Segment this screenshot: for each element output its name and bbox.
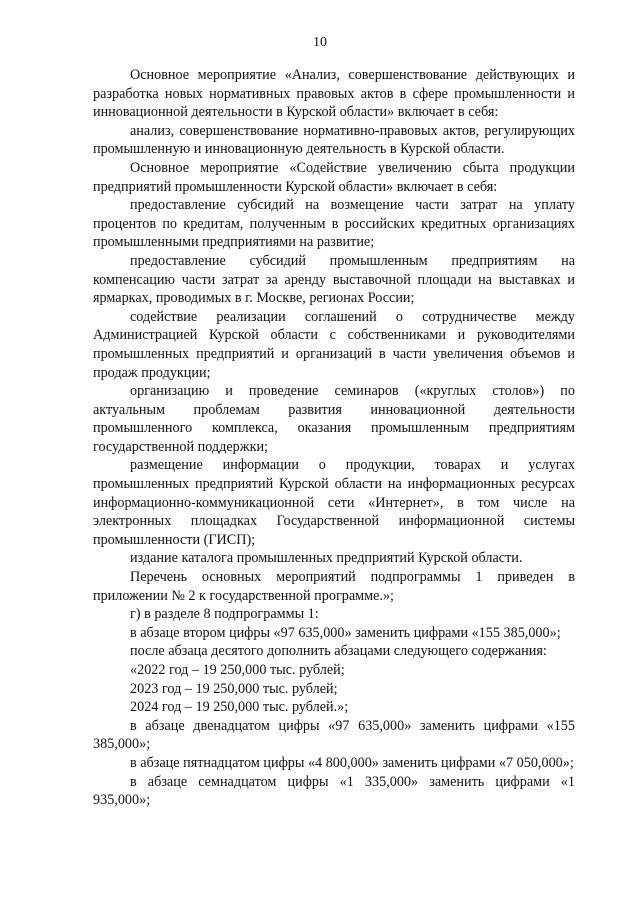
paragraph-16: 2024 год – 19 250,000 тыс. рублей.»;: [130, 699, 349, 716]
paragraph-12: в абзаце втором цифры «97 635,000» заменить цифрами «155 385,000»;: [130, 624, 561, 641]
paragraph-8: размещение информации о продукции, товарах и услугах промышленных предприятий Курской области на информационных ресурсах информационно-коммуникационной сети «Интернет», в том числе на электронных площадках Государственной информационной системы промышленности (ГИСП);: [93, 457, 575, 548]
paragraph-15: 2023 год – 19 250,000 тыс. рублей;: [130, 680, 338, 697]
paragraph-7: организацию и проведение семинаров («круглых столов») по актуальным проблемам развития инновационной деятельности промышленного комплекса, оказания промышленным предприятиям государственной поддержки;: [93, 383, 575, 455]
paragraph-11: г) в разделе 8 подпрограммы 1:: [130, 606, 319, 623]
paragraph-1: Основное мероприятие «Анализ, совершенствование действующих и разработка новых нормативных правовых актов в сфере промышленности и инновационной деятельности в Курской области» включает в себя:: [93, 67, 575, 121]
page-number: 10: [313, 35, 327, 50]
paragraph-6: содействие реализации соглашений о сотрудничестве между Администрацией Курской области с собственниками и руководителями промышленных предприятий и организаций в части увеличения объемов и продаж продукции;: [93, 308, 575, 381]
paragraph-9: издание каталога промышленных предприятий Курской области.: [130, 550, 523, 567]
paragraph-19: в абзаце семнадцатом цифры «1 335,000» заменить цифрами «1 935,000»;: [93, 773, 575, 809]
paragraph-13: после абзаца десятого дополнить абзацами следующего содержания:: [130, 643, 547, 660]
paragraph-2: анализ, совершенствование нормативно-правовых актов, регулирующих промышленную и инновационную деятельность в Курской области.: [93, 122, 575, 158]
paragraph-18: в абзаце пятнадцатом цифры «4 800,000» заменить цифрами «7 050,000»;: [130, 754, 574, 771]
paragraph-14: «2022 год – 19 250,000 тыс. рублей;: [130, 662, 345, 678]
paragraph-17: в абзаце двенадцатом цифры «97 635,000» заменить цифрами «155 385,000»;: [93, 717, 575, 753]
document-body: [93, 66, 575, 810]
paragraph-3: Основное мероприятие «Содействие увеличению сбыта продукции предприятий промышленности Курской области» включает в себя:: [93, 159, 575, 195]
paragraph-10: Перечень основных мероприятий подпрограммы 1 приведен в приложении № 2 к государственной программе.»;: [93, 569, 575, 604]
paragraph-4: предоставление субсидий на возмещение части затрат на уплату процентов по кредитам, полученным в российских кредитных организациях промышленными предприятиями на развитие;: [93, 197, 575, 251]
paragraph-5: предоставление субсидий промышленным предприятиям на компенсацию части затрат за аренду выставочной площади на выставках и ярмарках, проводимых в г. Москве, регионах России;: [93, 252, 575, 307]
